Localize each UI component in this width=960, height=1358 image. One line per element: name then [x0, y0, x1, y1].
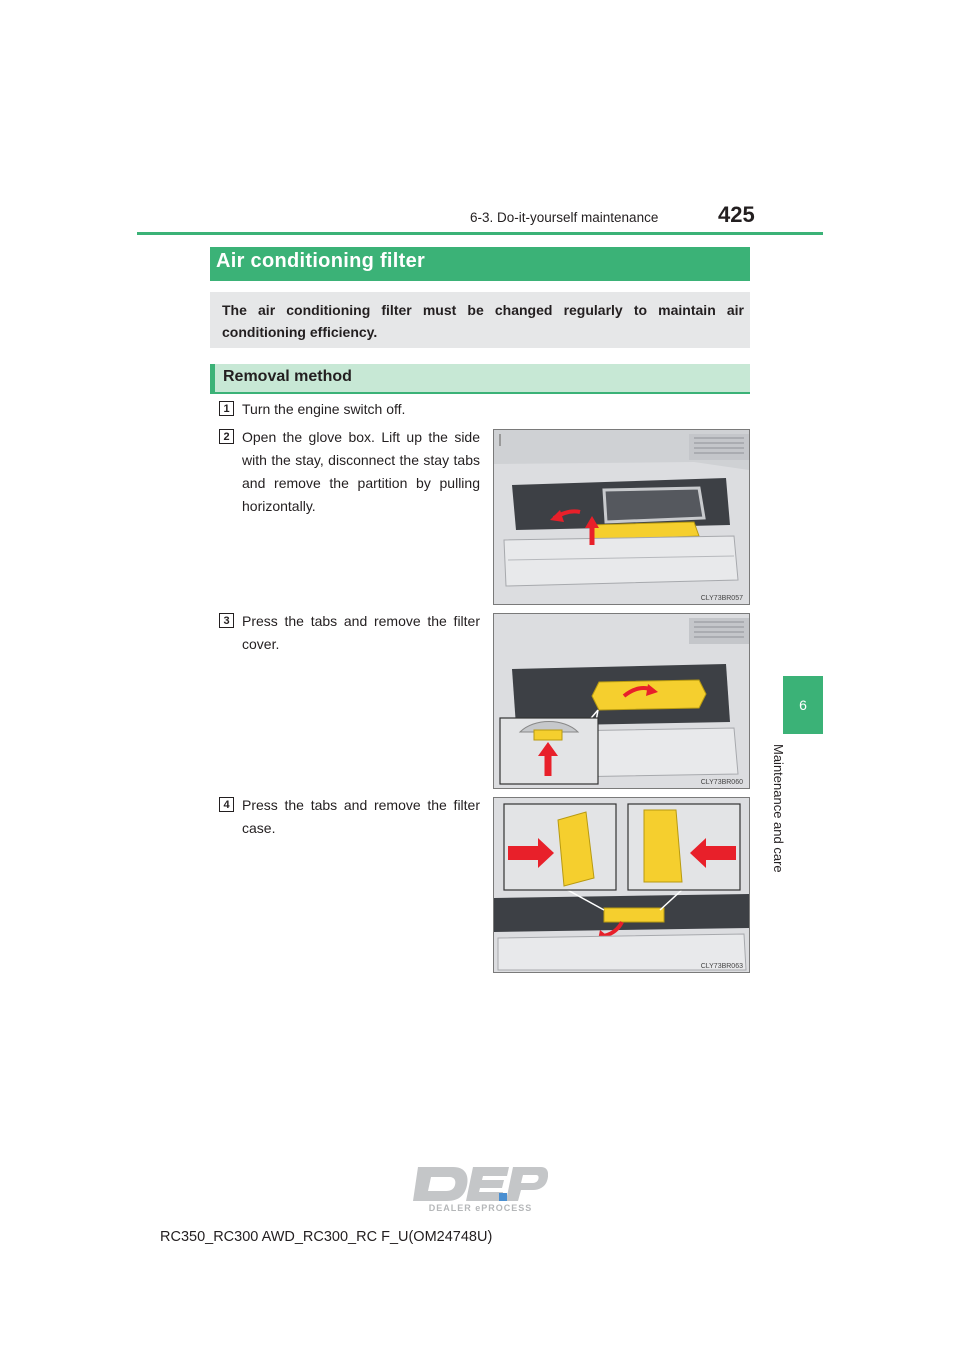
dealer-eprocess-logo — [413, 1163, 548, 1218]
chapter-tab-label-wrap — [768, 744, 790, 894]
intro-text: The air conditioning filter must be changed regularly to maintain air conditioning efficiency. — [222, 302, 744, 340]
step-number-4: 4 — [219, 797, 234, 812]
step-text-3: Press the tabs and remove the filter cover. — [242, 613, 480, 652]
subheading-rule — [210, 392, 750, 394]
step-text-2: Open the glove box. Lift up the side with the stay, disconnect the stay tabs and remove the partition by pulling horizontally. — [242, 429, 480, 514]
chapter-tab — [783, 676, 823, 734]
image-code: CLY73BR063 — [700, 963, 743, 970]
header-divider — [137, 232, 823, 235]
step-text-4: Press the tabs and remove the filter case. — [242, 797, 480, 836]
image-code: CLY73BR060 — [700, 779, 743, 786]
step-3-illustration — [493, 613, 750, 789]
step-text-1: Turn the engine switch off. — [242, 401, 406, 417]
step-4-illustration — [493, 797, 750, 973]
logo-tagline: DEALER ePROCESS — [428, 1203, 533, 1213]
subheading: Removal method — [223, 368, 352, 385]
step-number-2: 2 — [219, 429, 234, 444]
step-number-3: 3 — [219, 613, 234, 628]
chapter-number: 6 — [799, 697, 807, 713]
image-code: CLY73BR057 — [700, 595, 743, 602]
section-header: 6-3. Do-it-yourself maintenance — [470, 210, 659, 225]
footer-model-code: RC350_RC300 AWD_RC300_RC F_U(OM24748U) — [160, 1229, 493, 1245]
page-title: Air conditioning filter — [216, 250, 426, 272]
page-number: 425 — [718, 202, 755, 227]
chapter-label: Maintenance and care — [771, 744, 786, 873]
step-2-illustration — [493, 429, 750, 605]
step-number-1: 1 — [219, 401, 234, 416]
